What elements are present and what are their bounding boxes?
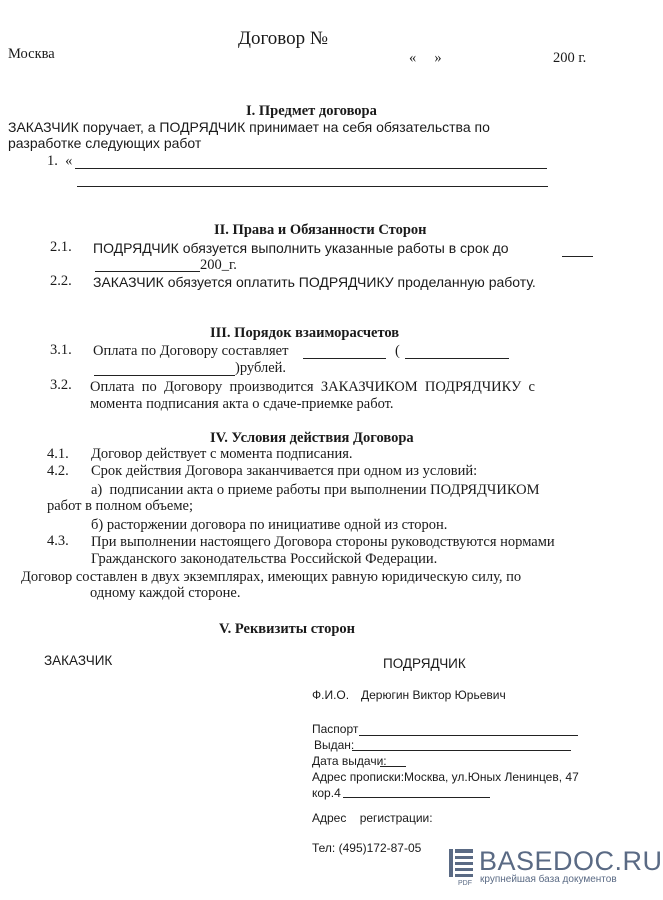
fio-label: Ф.И.О.: [312, 688, 350, 702]
clause-4-3-line-1: При выполнении настоящего Договора стороны руководствуются нормами: [91, 534, 555, 550]
clause-4-2: Срок действия Договора заканчивается при одном из условий:: [91, 463, 478, 479]
watermark-brand: BASEDOC.RU: [479, 846, 663, 876]
section-1-item-1: 1. «: [47, 153, 73, 169]
clause-3-1-paren: (: [395, 343, 400, 359]
clause-4-3-line-2: Гражданского законодательства Российской Федерации.: [91, 551, 438, 567]
fill-line: [94, 375, 235, 376]
fill-line: [352, 750, 571, 751]
clause-number: 3.1.: [50, 342, 72, 358]
date-quotes: « »: [409, 50, 442, 66]
section-4-heading: IV. Условия действия Договора: [210, 430, 414, 446]
clause-number: 4.1.: [47, 446, 69, 462]
fill-line: [303, 358, 386, 359]
clause-4-2-b: б) расторжении договора по инициативе одной из сторон.: [91, 517, 448, 533]
section-1-heading: I. Предмет договора: [246, 103, 377, 119]
watermark-tagline: крупнейшая база документов: [480, 874, 617, 885]
phone: Тел: (495)172-87-05: [312, 841, 422, 855]
clause-number: 2.1.: [50, 239, 72, 255]
clause-4-1: Договор действует с момента подписания.: [91, 446, 353, 462]
clause-number: 4.3.: [47, 533, 69, 549]
fill-line: [405, 358, 509, 359]
clause-number: 4.2.: [47, 463, 69, 479]
issued-label: Выдан:: [314, 738, 355, 752]
contractor-label: ПОДРЯДЧИК: [383, 656, 466, 671]
section-3-heading: III. Порядок взаиморасчетов: [210, 325, 400, 341]
final-clause-line-2: одному каждой стороне.: [90, 585, 241, 601]
fill-line: [343, 797, 490, 798]
clause-number: 3.2.: [50, 377, 72, 393]
section-1-line-2: разработке следующих работ: [8, 135, 202, 151]
document-title: Договор №: [238, 28, 328, 49]
clause-3-1-line-1: Оплата по Договору составляет: [93, 343, 289, 359]
issue-date-label: Дата выдачи:: [312, 754, 387, 768]
city: Москва: [8, 46, 55, 62]
address-line-2: кор.4: [312, 786, 341, 800]
fill-line: [562, 256, 593, 257]
address-line-1: Адрес прописки:Москва, ул.Юных Ленинцев, 47: [312, 770, 579, 784]
fio-value: Дерюгин Виктор Юрьевич: [361, 688, 506, 702]
clause-2-2: ЗАКАЗЧИК обязуется оплатить ПОДРЯДЧИКУ проделанную работу.: [93, 274, 536, 290]
customer-label: ЗАКАЗЧИК: [44, 653, 113, 668]
passport-label: Паспорт: [312, 722, 359, 736]
fill-line: [77, 186, 548, 187]
clause-2-1-line-1: ПОДРЯДЧИК обязуется выполнить указанные работы в срок до: [93, 240, 509, 256]
clause-4-2-a-line-1: а) подписании акта о приеме работы при выполнении ПОДРЯДЧИКОМ: [91, 482, 540, 498]
clause-3-2-line-1: Оплата по Договору производится ЗАКАЗЧИКОМ ПОДРЯДЧИКУ с: [90, 379, 535, 395]
fill-line: [359, 735, 578, 736]
clause-3-1-line-2: )рублей.: [235, 360, 287, 376]
clause-2-1-line-2: 200_г.: [200, 257, 237, 273]
final-clause-line-1: Договор составлен в двух экземплярах, имеющих равную юридическую силу, по: [21, 569, 522, 585]
section-2-heading: II. Права и Обязанности Сторон: [214, 222, 427, 238]
fill-line: [95, 271, 200, 272]
clause-4-2-a-line-2: работ в полном объеме;: [47, 498, 193, 514]
fill-line: [75, 168, 547, 169]
registration-label: Адрес регистрации:: [312, 811, 433, 825]
section-5-heading: V. Реквизиты сторон: [219, 621, 356, 637]
clause-number: 2.2.: [50, 273, 72, 289]
pdf-label: PDF: [458, 880, 472, 887]
date-year: 200 г.: [553, 50, 587, 66]
fill-line: [380, 766, 406, 767]
section-1-line-1: ЗАКАЗЧИК поручает, а ПОДРЯДЧИК принимает на себя обязательства по: [8, 119, 490, 135]
clause-3-2-line-2: момента подписания акта о сдаче-приемке работ.: [90, 396, 394, 412]
